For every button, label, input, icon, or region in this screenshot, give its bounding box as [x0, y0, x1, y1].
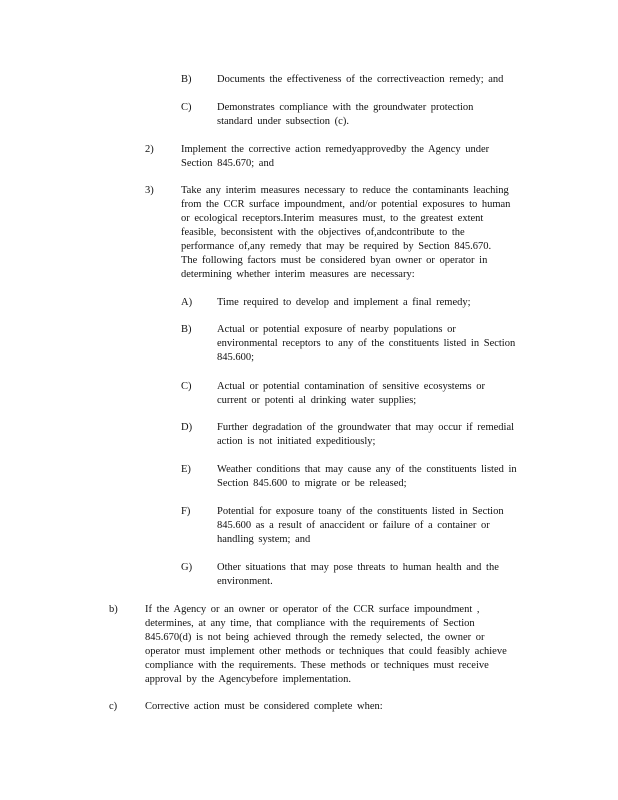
item-text	[217, 101, 473, 129]
text-line: Take any interim measures necessary to reduce the contaminants leaching	[181, 185, 509, 196]
text-line: Implement the corrective action remedyapprovedby the Agency under	[181, 144, 490, 155]
text-line: 845.600;	[217, 352, 255, 363]
item-text	[217, 463, 517, 491]
item-label: E)	[181, 464, 191, 475]
text-line: Corrective action must be considered complete when:	[145, 701, 383, 712]
item-label: C)	[181, 381, 192, 392]
item-text	[181, 143, 489, 171]
text-line: Time required to develop and implement a final remedy;	[217, 297, 471, 308]
text-line: If the Agency or an owner or operator of the CCR surface impoundment ,	[145, 604, 480, 615]
item-text	[217, 380, 485, 408]
item-label: D)	[181, 422, 193, 433]
item-label: F)	[181, 506, 191, 517]
text-line: determines, at any time, that compliance with the requirements of Section	[145, 618, 475, 629]
item-label: B)	[181, 74, 192, 85]
item-label: 2)	[145, 144, 154, 155]
text-line: current or potenti al drinking water supplies;	[217, 395, 417, 406]
text-line: Actual or potential contamination of sensitive ecosystems or	[217, 381, 485, 392]
text-line: handling system; and	[217, 534, 311, 545]
item-label: C)	[181, 102, 192, 113]
text-line: The following factors must be considered byan owner or operator in	[181, 255, 488, 266]
item-text	[181, 184, 510, 282]
item-text	[217, 296, 471, 310]
text-line: 845.600 as a result of anaccident or failure of a container or	[217, 520, 490, 531]
item-text	[217, 73, 503, 87]
text-line: from the CCR surface impoundment, and/or potential exposures to human	[181, 199, 511, 210]
item-text	[217, 561, 499, 589]
text-line: Section 845.670; and	[181, 158, 274, 169]
text-line: 845.670(d) is not being achieved through the remedy selected, the owner or	[145, 632, 485, 643]
text-line: Actual or potential exposure of nearby populations or	[217, 324, 456, 335]
text-line: approval by the Agencybefore implementation.	[145, 674, 351, 685]
text-line: determining whether interim measures are necessary:	[181, 269, 415, 280]
item-text	[217, 421, 514, 449]
text-line: Weather conditions that may cause any of the constituents listed in	[217, 464, 517, 475]
text-line: Demonstrates compliance with the groundwater protection	[217, 102, 474, 113]
item-text	[145, 603, 507, 687]
text-line: operator must implement other methods or techniques that could feasibly achieve	[145, 646, 507, 657]
text-line: Further degradation of the groundwater that may occur if remedial	[217, 422, 515, 433]
item-label: G)	[181, 562, 193, 573]
text-line: Other situations that may pose threats to human health and the	[217, 562, 499, 573]
text-line: standard under subsection (c).	[217, 116, 349, 127]
text-line: environment.	[217, 576, 273, 587]
item-label: B)	[181, 324, 192, 335]
item-label: b)	[109, 604, 118, 615]
text-line: Section 845.600 to migrate or be released;	[217, 478, 407, 489]
text-line: Documents the effectiveness of the correctiveaction remedy; and	[217, 74, 504, 85]
item-text	[145, 700, 383, 714]
item-text	[217, 323, 515, 365]
item-label: A)	[181, 297, 193, 308]
text-line: or ecological receptors.Interim measures must, to the greatest extent	[181, 213, 484, 224]
text-line: compliance with the requirements. These methods or techniques must receive	[145, 660, 489, 671]
text-line: action is not initiated expeditiously;	[217, 436, 376, 447]
text-line: environmental receptors to any of the constituents listed in Section	[217, 338, 516, 349]
text-line: feasible, beconsistent with the objectives of,andcontribute to the	[181, 227, 465, 238]
text-line: Potential for exposure toany of the constituents listed in Section	[217, 506, 504, 517]
item-text	[217, 505, 504, 547]
item-label: 3)	[145, 185, 154, 196]
item-label: c)	[109, 701, 118, 712]
text-line: performance of,any remedy that may be required by Section 845.670.	[181, 241, 492, 252]
